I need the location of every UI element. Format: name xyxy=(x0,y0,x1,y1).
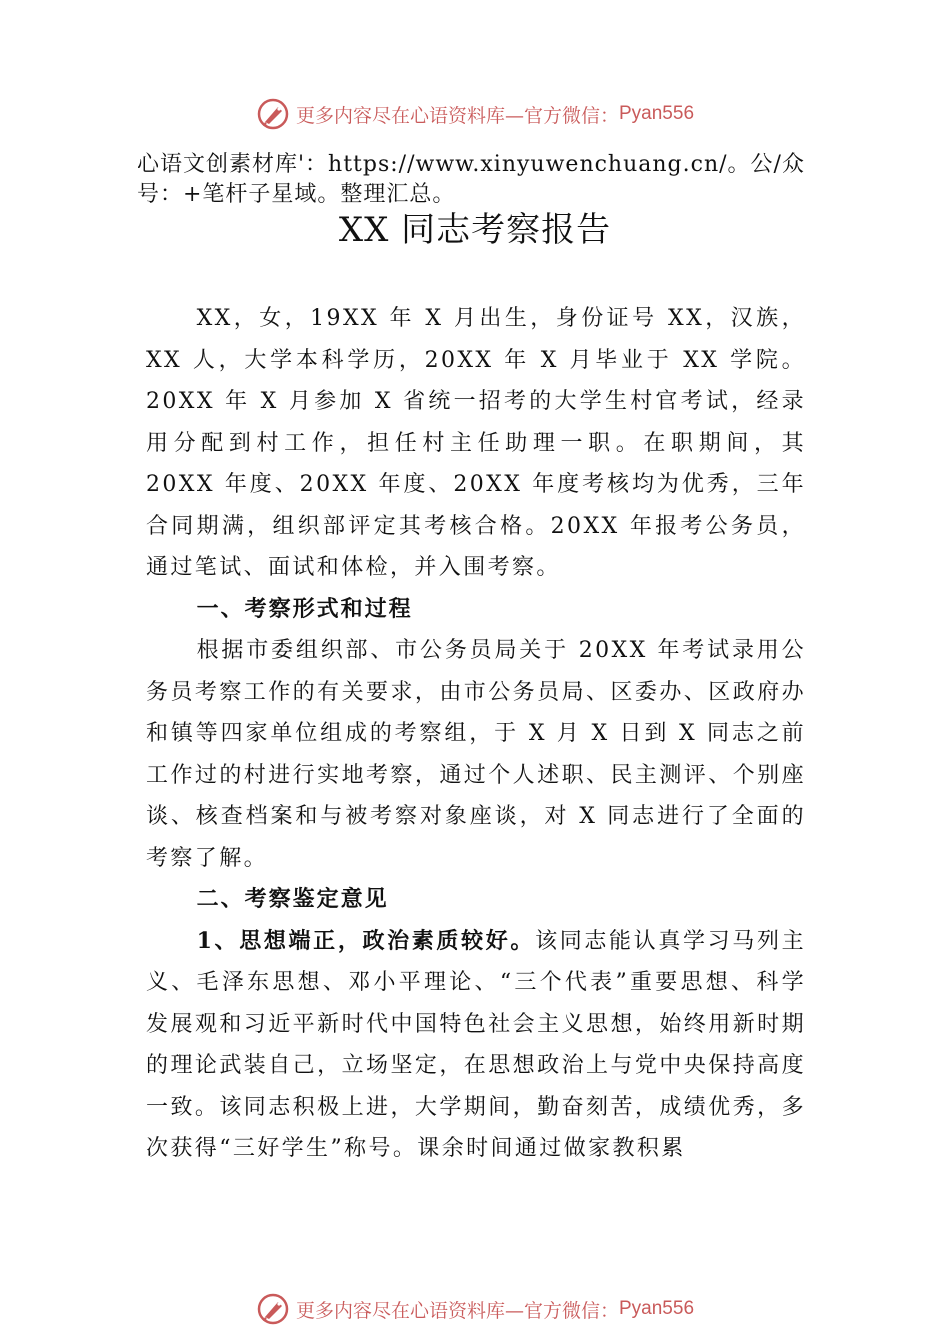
section-heading-1: 一、考察形式和过程 xyxy=(196,596,413,622)
header-banner xyxy=(0,94,950,134)
footer-banner-wechat-id: Pyan556 xyxy=(619,1298,695,1319)
pen-nib-logo-icon xyxy=(256,97,290,131)
page-title: XX 同志考察报告 xyxy=(338,210,612,250)
footer-banner-text: 更多内容尽在心语资料库—官方微信： xyxy=(295,1299,619,1322)
header-banner-wechat-id: Pyan556 xyxy=(619,103,695,124)
pen-nib-logo-icon xyxy=(256,1292,290,1326)
paragraph-intro: XX，女，19XX 年 X 月出生，身份证号 XX，汉族，XX 人，大学本科学历，20XX 年 X 月毕业于 XX 学院。20XX 年 X 月参加 X 省统一招考的大学生村官考试，经录用分配到村工作，担任村主任助理一职。在职期间，其 20XX 年度、20XX 年度、20XX 年度考核均为优秀，三年合同期满，组织部评定其考核合格。20XX 年报考公务员，通过笔试、面试和体检，并入围考察。 xyxy=(146,306,806,580)
source-note: 心语文创素材库'：https://www.xinyuwenchuang.cn/。公/众号：+笔杆子星域。整理汇总。 xyxy=(137,152,805,207)
footer-banner xyxy=(0,1289,950,1329)
paragraph-opinion-1 xyxy=(146,921,806,1170)
paragraph-opinion-1-text: 该同志能认真学习马列主义、毛泽东思想、邓小平理论、“三个代表”重要思想、科学发展观和习近平新时代中国特色社会主义思想，始终用新时期的理论武装自己，立场坚定，在思想政治上与党中央保持高度一致。该同志积极上进，大学期间，勤奋刻苦，成绩优秀，多次获得“三好学生”称号。课余时间通过做家教积累 xyxy=(146,928,806,1161)
header-banner-text: 更多内容尽在心语资料库—官方微信： xyxy=(295,104,619,127)
paragraph-process: 根据市委组织部、市公务员局关于 20XX 年考试录用公务员考察工作的有关要求，由市公务员局、区委办、区政府办和镇等四家单位组成的考察组，于 X 月 X 日到 X 同志之前工作过的村进行实地考察，通过个人述职、民主测评、个别座谈、核查档案和与被考察对象座谈，对 X 同志进行了全面的考察了解。 xyxy=(146,638,806,871)
section-heading-2: 二、考察鉴定意见 xyxy=(196,887,389,912)
paragraph-opinion-1-lead: 1、思想端正，政治素质较好。 xyxy=(196,927,536,954)
document-body xyxy=(146,298,806,1170)
